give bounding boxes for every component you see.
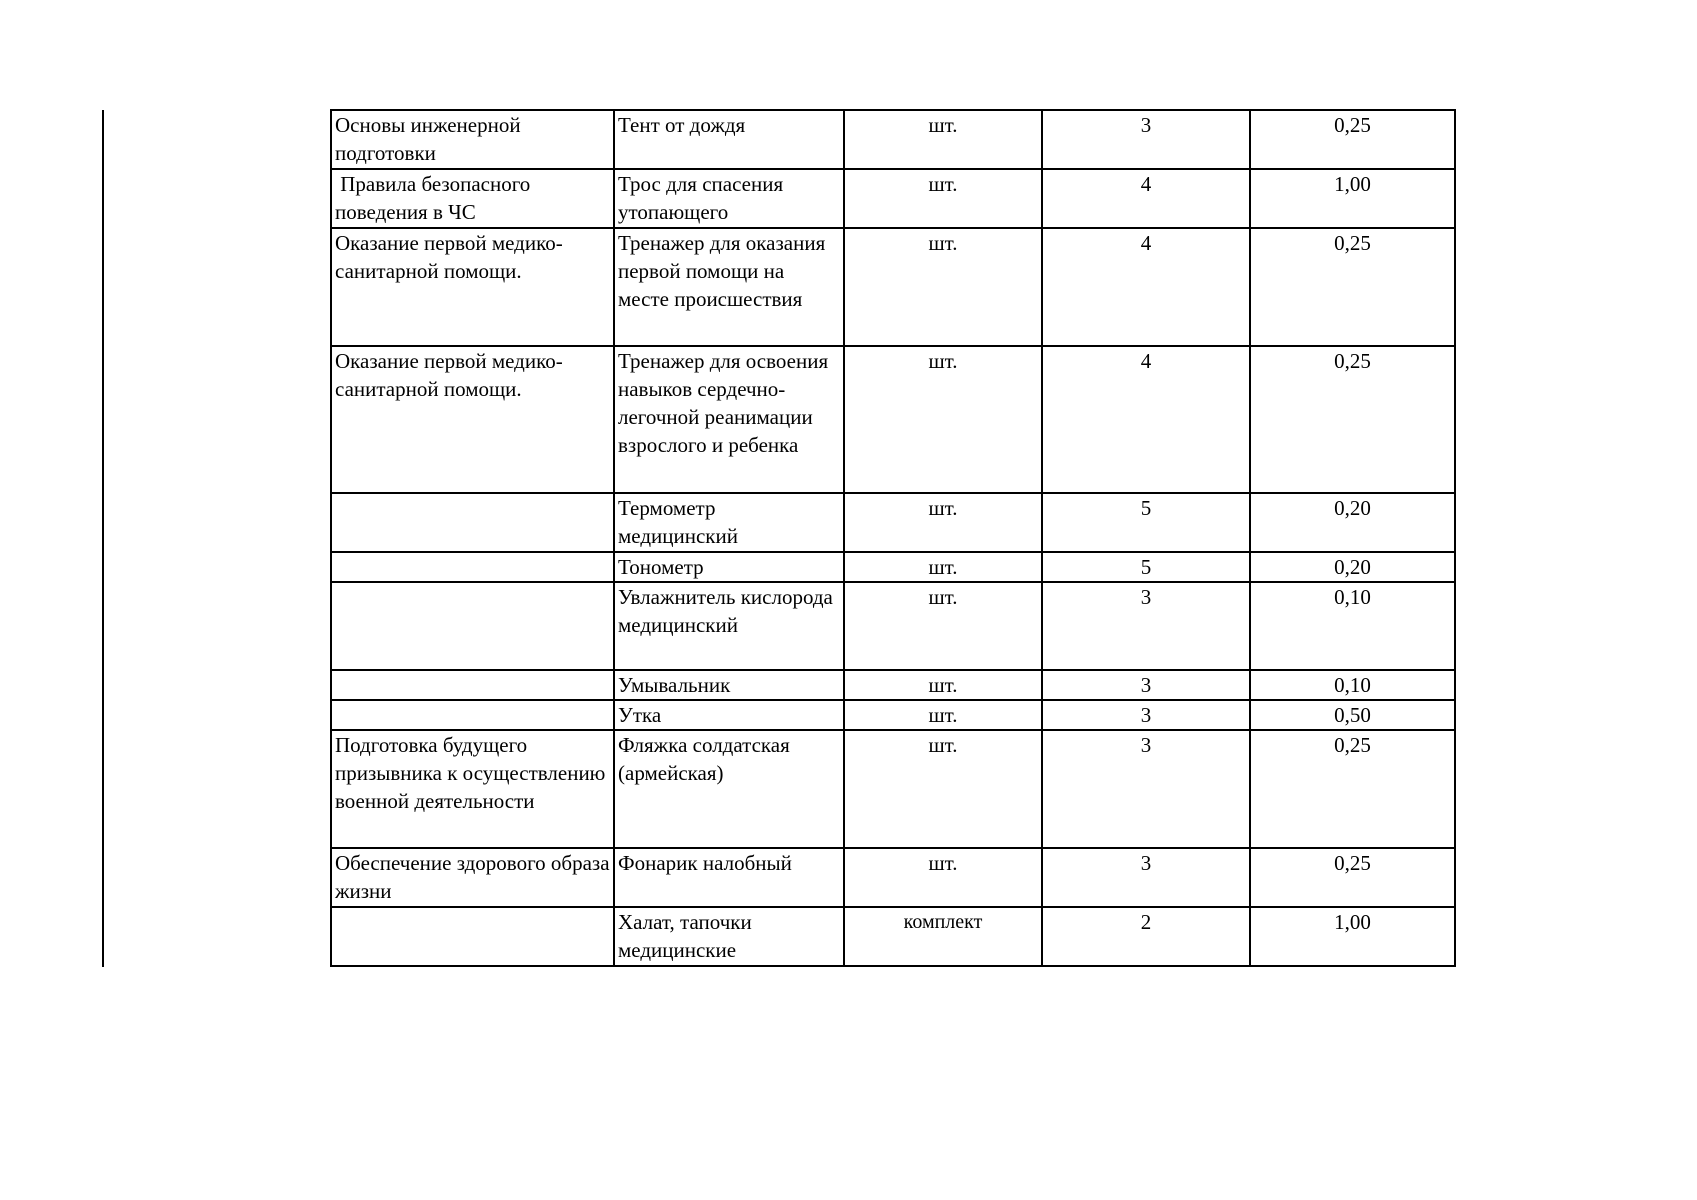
quantity-cell: 4 [1042,346,1250,493]
unit-cell: комплект [844,907,1042,966]
norm-cell: 0,50 [1250,700,1455,730]
quantity-cell: 5 [1042,493,1250,552]
unit-cell: шт. [844,169,1042,228]
section-cell [331,700,614,730]
table-row [331,907,1455,966]
table-row [331,552,1455,582]
norm-cell: 0,25 [1250,110,1455,169]
norm-cell: 0,25 [1250,730,1455,848]
table-row [331,346,1455,493]
quantity-cell: 4 [1042,169,1250,228]
equipment-table [330,109,1456,967]
section-cell [331,493,614,552]
section-cell: Обеспечение здорового образа жизни [331,848,614,907]
quantity-cell: 3 [1042,582,1250,670]
table-row [331,848,1455,907]
unit-cell: шт. [844,700,1042,730]
item-cell: Тренажер для оказания первой помощи на месте происшествия [614,228,844,346]
norm-cell: 1,00 [1250,907,1455,966]
section-cell: Оказание первой медико-санитарной помощи. [331,228,614,346]
section-cell: Подготовка будущего призывника к осуществлению военной деятельности [331,730,614,848]
quantity-cell: 4 [1042,228,1250,346]
norm-cell: 0,10 [1250,670,1455,700]
item-cell: Халат, тапочки медицинские [614,907,844,966]
section-cell: Правила безопасного поведения в ЧС [331,169,614,228]
unit-cell: шт. [844,670,1042,700]
quantity-cell: 5 [1042,552,1250,582]
table-row [331,670,1455,700]
table-row [331,493,1455,552]
table-row [331,582,1455,670]
quantity-cell: 2 [1042,907,1250,966]
item-cell: Утка [614,700,844,730]
unit-cell: шт. [844,582,1042,670]
quantity-cell: 3 [1042,670,1250,700]
item-cell: Умывальник [614,670,844,700]
unit-cell: шт. [844,848,1042,907]
norm-cell: 0,25 [1250,228,1455,346]
section-cell [331,552,614,582]
table-row [331,169,1455,228]
item-cell: Трос для спасения утопающего [614,169,844,228]
section-cell [331,670,614,700]
table-row [331,700,1455,730]
unit-cell: шт. [844,493,1042,552]
item-cell: Тренажер для освоения навыков сердечно-легочной реанимации взрослого и ребенка [614,346,844,493]
norm-cell: 0,25 [1250,848,1455,907]
norm-cell: 0,20 [1250,552,1455,582]
table-row [331,228,1455,346]
section-cell: Основы инженерной подготовки [331,110,614,169]
section-cell: Оказание первой медико-санитарной помощи. [331,346,614,493]
unit-cell: шт. [844,346,1042,493]
section-cell [331,582,614,670]
item-cell: Фляжка солдатская (армейская) [614,730,844,848]
quantity-cell: 3 [1042,730,1250,848]
section-cell [331,907,614,966]
item-cell: Увлажнитель кислорода медицинский [614,582,844,670]
table-row [331,110,1455,169]
table-row [331,730,1455,848]
item-cell: Термометр медицинский [614,493,844,552]
item-cell: Тонометр [614,552,844,582]
unit-cell: шт. [844,110,1042,169]
unit-cell: шт. [844,552,1042,582]
quantity-cell: 3 [1042,110,1250,169]
item-cell: Тент от дождя [614,110,844,169]
item-cell: Фонарик налобный [614,848,844,907]
unit-cell: шт. [844,228,1042,346]
norm-cell: 0,20 [1250,493,1455,552]
unit-cell: шт. [844,730,1042,848]
norm-cell: 0,25 [1250,346,1455,493]
quantity-cell: 3 [1042,700,1250,730]
norm-cell: 0,10 [1250,582,1455,670]
quantity-cell: 3 [1042,848,1250,907]
page-margin-rule [102,110,104,967]
norm-cell: 1,00 [1250,169,1455,228]
